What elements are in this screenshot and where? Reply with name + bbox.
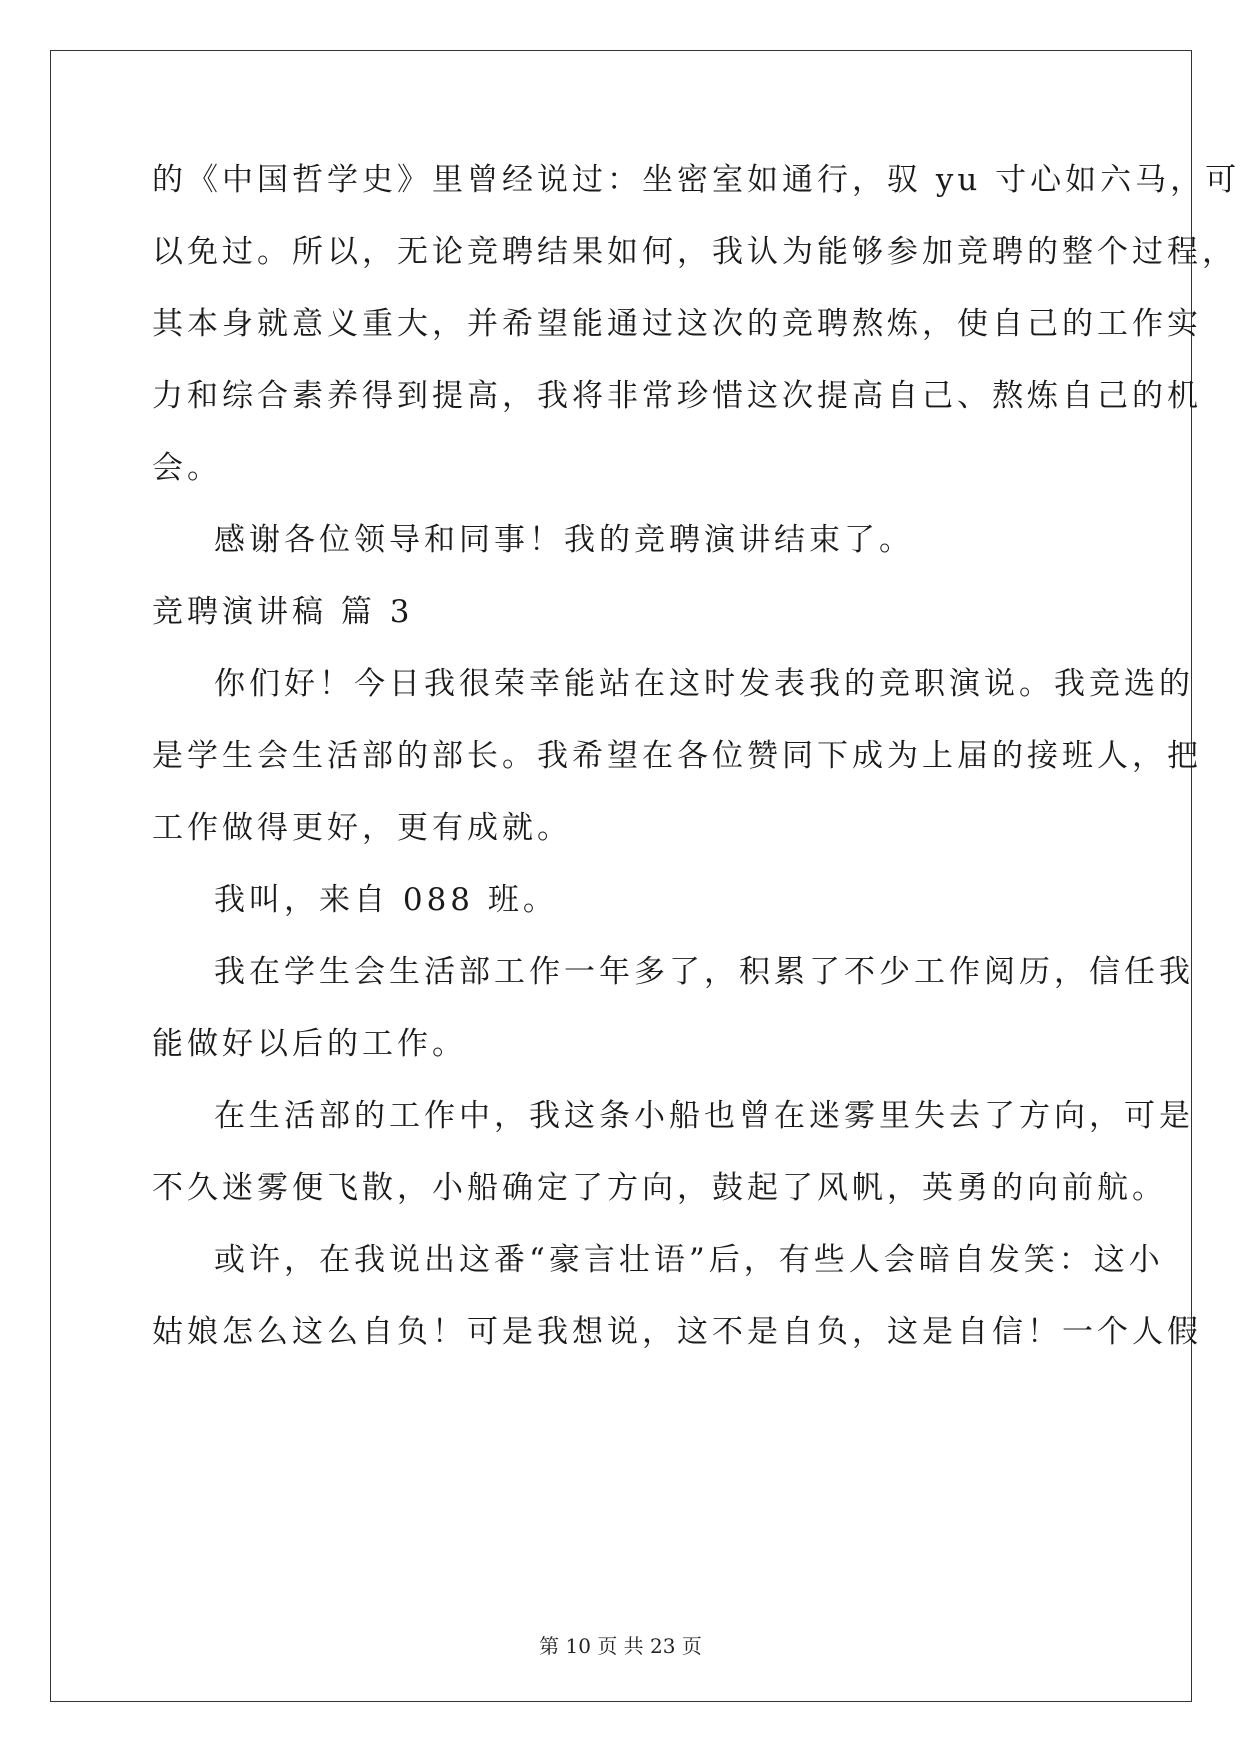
text-line: 姑娘怎么这么自负！可是我想说，这不是自负，这是自信！一个人假 xyxy=(152,1314,1202,1350)
text-line: 力和综合素养得到提高，我将非常珍惜这次提高自己、熬炼自己的机 xyxy=(152,378,1202,414)
text-line: 我叫，来自 088 班。 xyxy=(214,882,558,918)
text-line: 在生活部的工作中，我这条小船也曾在迷雾里失去了方向，可是 xyxy=(214,1098,1194,1134)
text-line: 我在学生会生活部工作一年多了，积累了不少工作阅历，信任我 xyxy=(214,954,1194,990)
text-line: 感谢各位领导和同事！我的竞聘演讲结束了。 xyxy=(214,522,914,558)
text-line: 工作做得更好，更有成就。 xyxy=(152,810,572,846)
text-line: 你们好！今日我很荣幸能站在这时发表我的竞职演说。我竞选的 xyxy=(214,666,1194,702)
text-line: 能做好以后的工作。 xyxy=(152,1026,467,1062)
page-border xyxy=(50,50,1192,1702)
text-line: 的《中国哲学史》里曾经说过：坐密室如通行，驭 yu 寸心如六马，可 xyxy=(152,162,1241,198)
page-footer: 第 10 页 共 23 页 xyxy=(539,1634,702,1658)
text-line: 或许，在我说出这番“豪言壮语”后，有些人会暗自发笑：这小 xyxy=(214,1242,1164,1278)
text-line: 其本身就意义重大，并希望能通过这次的竞聘熬炼，使自己的工作实 xyxy=(152,306,1202,342)
text-line: 会。 xyxy=(152,450,222,486)
section-heading: 竞聘演讲稿 篇 3 xyxy=(152,594,414,630)
text-line: 以免过。所以，无论竞聘结果如何，我认为能够参加竞聘的整个过程， xyxy=(152,234,1237,270)
text-line: 不久迷雾便飞散，小船确定了方向，鼓起了风帆，英勇的向前航。 xyxy=(152,1170,1167,1206)
text-line: 是学生会生活部的部长。我希望在各位赞同下成为上届的接班人，把 xyxy=(152,738,1202,774)
